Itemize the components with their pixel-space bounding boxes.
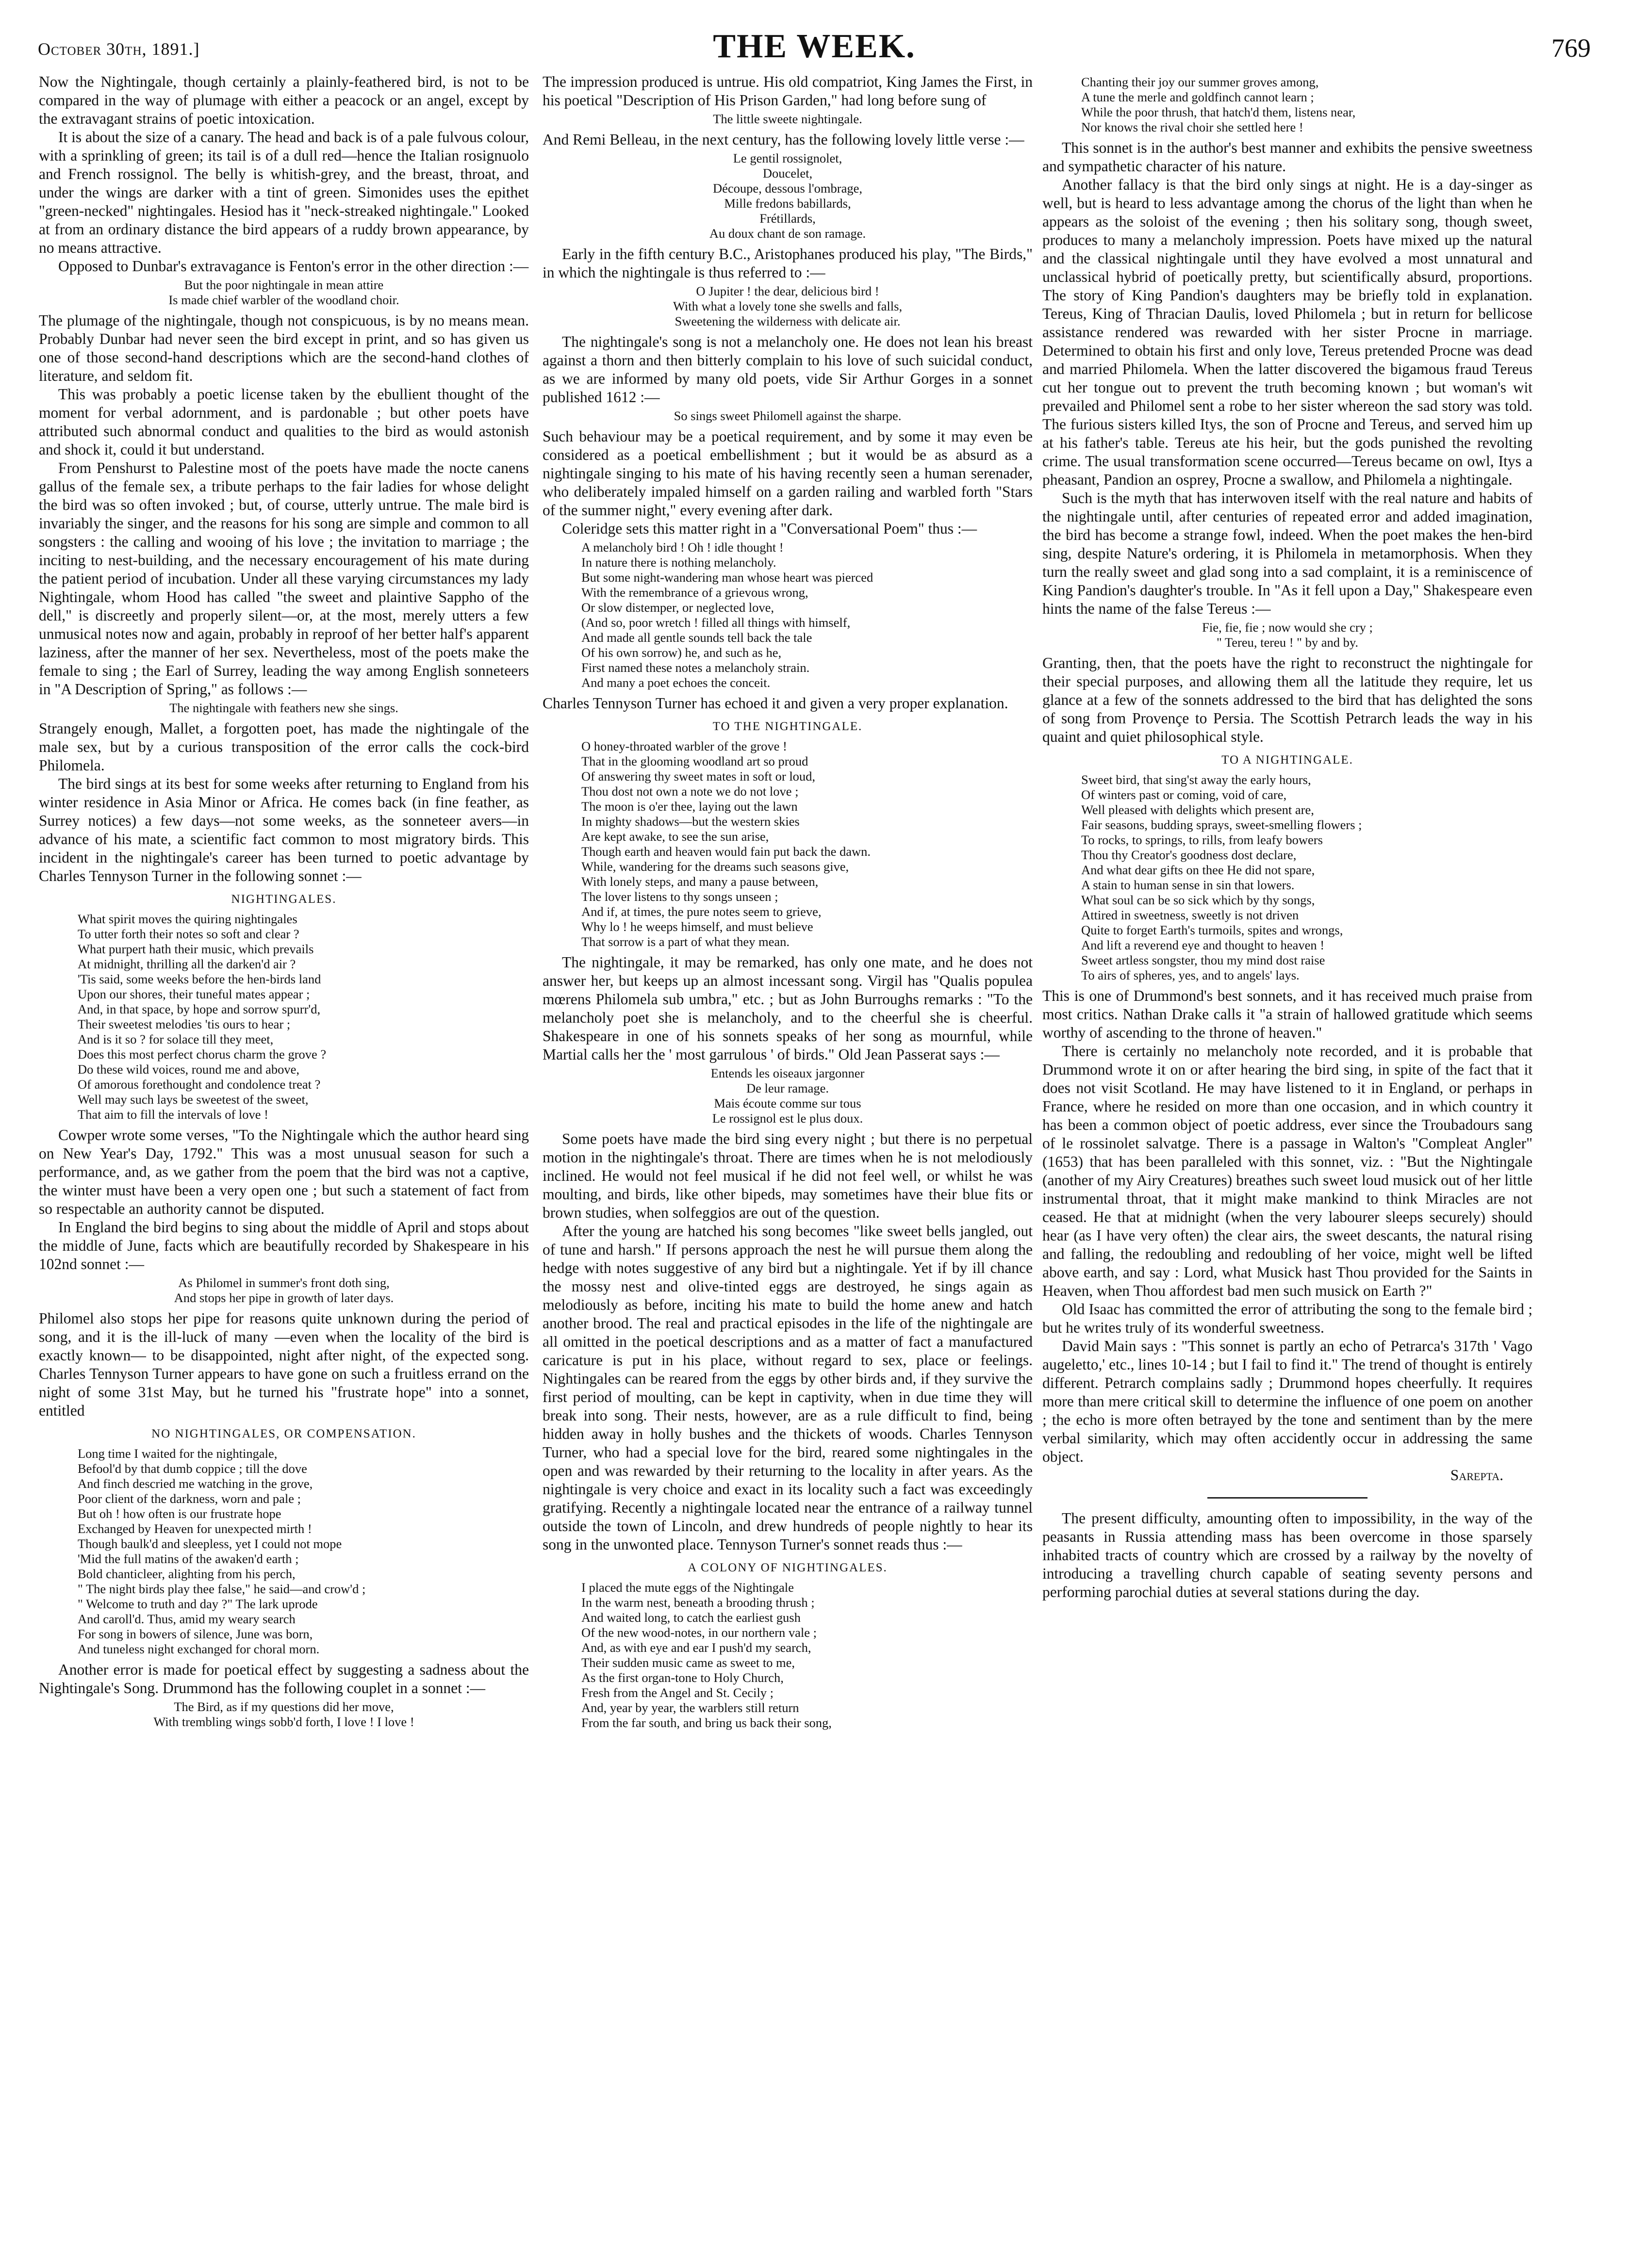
verse-line: The Bird, as if my questions did her move, [174,1699,394,1714]
verse-line: The little sweete nightingale. [713,112,862,126]
verse-line: Of his own sorrow) he, and such as he, [581,645,782,660]
verse-line: What soul can be so sick which by thy songs, [1081,893,1315,907]
paragraph: This is one of Drummond's best sonnets, and it has received much praise from most critics. Nathan Drake calls it "a strain of hallowed gratitude which seems worthy of ascending to the throne of heaven." [1042,987,1532,1041]
verse-line: At midnight, thrilling all the darken'd air ? [78,957,296,971]
verse-line: Le rossignol est le plus doux. [712,1111,863,1126]
verse-line: Sweet bird, that sing'st away the early hours, [1081,772,1311,787]
sonnet-continued [1081,75,1532,135]
poem-title: TO THE NIGHTINGALE. [712,720,863,733]
verse-line: " Welcome to truth and day ?" The lark uprode [78,1597,318,1611]
verse-line: With trembling wings sobb'd forth, I love ! I love ! [153,1714,414,1729]
paragraph: From Penshurst to Palestine most of the poets have made the nocte canens gallus of the female sex, a tribute perhaps to the fair ladies for whose delight the bird was so often invoked ; but, of course, utterly untrue. The male bird is invariably the singer, and the reasons for his song are simple and common to all songsters : the calling and wooing of his love ; the invitation to marriage ; the inciting to nest-building, and the necessary encouragement of his mate during the patient period of incubation. Under all these varying circumstances my lady Nightingale, whom Hood has called "the sweet and plaintive Sappho of the dell," is discreetly and properly silent—or, at the most, merely utters a few unmusical notes now and again, probably in reproof of her better half's apparent laziness, after the manner of her sex. Nevertheless, most of the poets make the female to sing ; the Earl of Surrey, leading the way among English sonneteers in "A Description of Spring," as follows :— [39,459,529,698]
column-3 [1042,73,1532,2241]
poem-title: TO A NIGHTINGALE. [1221,753,1353,767]
paragraph: Philomel also stops her pipe for reasons quite unknown during the period of song, and it is the ill-luck of many —even when the locality of the bird is exactly known— to be disappointed, night after night, of the expected song. Charles Tennyson Turner appears to have gone on such a fruitless errand on the night of some 31st May, but he turned his "frustrate hope" into a sonnet, entitled [39,1310,529,1419]
verse-line: Is made chief warbler of the woodland choir. [168,293,399,307]
verse-line: Upon our shores, their tuneful mates appear ; [78,987,310,1001]
paragraph: Such is the myth that has interwoven itself with the real nature and habits of the nightingale until, after centuries of repeated error and added imagination, the bird has become a strange fowl, indeed. When the poet makes the hen-bird sing, despite Nature's ordering, it is Philomela in metamorphosis. When they turn the really sweet and glad song into a sad complaint, it is a reminiscence of King Pandion's daughter's trouble. In "As it fell upon a Day," Shakespeare even hints the name of the false Tereus :— [1042,489,1532,617]
verse-line: But the poor nightingale in mean attire [184,277,384,292]
verse-line: While, wandering for the dreams such seasons give, [581,859,849,874]
verse-quote [39,1699,529,1730]
verse-line: Fair seasons, budding sprays, sweet-smelling flowers ; [1081,817,1362,832]
verse-line: And what dear gifts on thee He did not spare, [1081,863,1315,877]
paragraph: Charles Tennyson Turner has echoed it and given a very proper explanation. [543,695,1008,712]
paragraph: Strangely enough, Mallet, a forgotten poet, has made the nightingale of the male sex, but by a curious transposition of the error calls the cock-bird Philomela. [39,720,529,774]
author-signature: Sarepta. [1450,1467,1503,1484]
verse-line: Exchanged by Heaven for unexpected mirth ! [78,1521,312,1536]
verse-line: (And so, poor wretch ! filled all things with himself, [581,615,851,630]
verse-line: De leur ramage. [746,1081,829,1095]
verse-line: Well pleased with delights which present are, [1081,802,1314,817]
verse-line: And lift a reverend eye and thought to heaven ! [1081,938,1325,952]
verse-line: Poor client of the darkness, worn and pale ; [78,1491,301,1506]
column-2 [543,73,1033,2241]
verse-quote [543,408,1033,424]
verse-quote [543,151,1033,241]
page-number: 769 [1551,33,1591,63]
verse-line: Are kept awake, to see the sun arise, [581,829,769,844]
verse-line: Well may such lays be sweetest of the sweet, [78,1092,309,1107]
verse-line: Their sudden music came as sweet to me, [581,1655,795,1670]
verse-line: To airs of spheres, yes, and to angels' lays. [1081,968,1300,982]
verse-line: " The night birds play thee false," he said—and crow'd ; [78,1582,366,1596]
verse-line: Fresh from the Angel and St. Cecily ; [581,1685,774,1700]
verse-line: Bold chanticleer, alighting from his perch, [78,1566,296,1581]
paragraph: It is about the size of a canary. The head and back is of a pale fulvous colour, with a sprinkling of green; its tail is of a dull red—hence the Italian rosignuolo and French rossignol. The belly is whitish-grey, and the breast, throat, and under the wings are darker with a tint of green. Simonides uses the epithet "green-necked" nightingales. Hesiod has it "neck-streaked nightingale." Looked at from an ordinary distance the bird appears of a ruddy brown appearance, by no means attractive. [39,129,529,256]
verse-line: Their sweetest melodies 'tis ours to hear ; [78,1017,291,1031]
paragraph: The nightingale's song is not a melancholy one. He does not lean his breast against a thorn and then bitterly complain to his love of such suicidal conduct, as we are informed by many old poets, vide Sir Arthur Gorges in a sonnet published 1612 :— [543,333,1033,406]
verse-line: Though baulk'd and sleepless, yet I could not mope [78,1536,342,1551]
paragraph: After the young are hatched his song becomes "like sweet bells jangled, out of tune and harsh." If persons approach the nest he will pursue them along the hedge with notes suggestive of any bird but a nightingale. Yet if by ill chance the mossy nest and olive-tinted eggs are destroyed, he sings again as melodiously as before, inciting his mate to build the home anew and hatch another brood. The real and practical episodes in the life of the nightingale are all omitted in the poetical descriptions and as a matter of fact a manufactured caricature is put in his place, without regard to sex, place or feelings. Nightingales can be reared from the eggs by other birds and, if they survive the first period of moulting, can be kept in captivity, when in due time they will break into song. Their nests, however, are as a rule difficult to find, being hidden away in holly bushes and the thickets of woods. Charles Tennyson Turner, who had a special love for the bird, reared some nightingales in the open and was rewarded by their returning to the locality in after years. As the nightingale is very choice and exact in its locality such a fact was exceedingly gratifying. Recently a nightingale located near the entrance of a railway tunnel outside the town of Lincoln, and drew hundreds of people nightly to hear its song in the unwonted place. Tennyson Turner's sonnet reads thus :— [543,1223,1033,1553]
verse-line: And stops her pipe in growth of later days. [174,1290,394,1305]
masthead-title: THE WEEK. [713,28,916,65]
paragraph: Opposed to Dunbar's extravagance is Fenton's error in the other direction :— [58,258,529,275]
verse-line: That aim to fill the intervals of love ! [78,1107,268,1122]
paragraph: Such behaviour may be a poetical requirement, and by some it may even be considered as a poetical embellishment ; but it would be as absurd as a nightingale singing to his mate of his having recently seen a human serenader, who deliberately impaled himself on a garden railing and warbled forth "Stars of the summer night," every evening after dark. [543,428,1033,519]
poem-title: A COLONY OF NIGHTINGALES. [688,1561,888,1574]
verse-line: And, year by year, the warblers still return [581,1700,799,1715]
verse-line: But some night-wandering man whose heart was pierced [581,570,873,585]
verse-line: And finch descried me watching in the grove, [78,1476,313,1491]
sonnet [581,739,1033,949]
verse-line: For song in bowers of silence, June was born, [78,1627,313,1641]
verse-line: While the poor thrush, that hatch'd them, listens near, [1081,105,1356,119]
verse-line: O Jupiter ! the dear, delicious bird ! [696,284,879,298]
verse-line: Attired in sweetness, sweetly is not driven [1081,908,1299,922]
verse-line: To utter forth their notes so soft and clear ? [78,927,299,941]
verse-line: Befool'd by that dumb coppice ; till the dove [78,1461,307,1476]
verse-line: And if, at times, the pure notes seem to grieve, [581,904,822,919]
paragraph: Old Isaac has committed the error of attributing the song to the female bird ; but he writes truly of its wonderful sweetness. [1042,1301,1532,1336]
verse-line: In mighty shadows—but the western skies [581,814,800,829]
verse-quote [543,1066,1033,1126]
verse-line: Does this most perfect chorus charm the grove ? [78,1047,327,1061]
sonnet [1081,772,1532,983]
verse-line: Mais écoute comme sur tous [714,1096,861,1110]
verse-line: Chanting their joy our summer groves among, [1081,75,1319,89]
verse-line: 'Mid the full matins of the awaken'd earth ; [78,1551,299,1566]
paragraph: In England the bird begins to sing about the middle of April and stops about the middle of June, facts which are beautifully recorded by Shakespeare in his 102nd sonnet :— [39,1219,529,1273]
paragraph: There is certainly no melancholy note recorded, and it is probable that Drummond wrote it on or after hearing the bird sing, in spite of the fact that it does not visit Scotland. He may have listened to it in England, or perhaps in France, where he resided on more than one occasion, and in which country it has been a common object of poetic address, ever since the Troubadours sang of le rossinolet salvatge. There is a passage in Walton's "Compleat Angler" (1653) that has been paralleled with this sonnet, viz. : "But the Nightingale (another of my Airy Creatures) breathes such sweet loud musick out of her little instrumental throat, that it might make mankind to think Miracles are not ceased. He that at midnight (when the very labourer sleeps securely) should hear (as I have very often) the clear airs, the sweet descants, the natural rising and falling, the redoubling and redoubling of her voice, might well be lifted above earth, and say : Lord, what Musick hast Thou provided for the Saints in Heaven, when Thou affordest bad men such musick on Earth ?" [1042,1043,1532,1299]
verse-quote [39,701,529,716]
verse-line: Or slow distemper, or neglected love, [581,600,774,615]
verse-quote [543,284,1033,329]
verse-line: Frétillards, [759,211,816,226]
verse-line: Do these wild voices, round me and above, [78,1062,300,1077]
page-header [38,24,1591,78]
paragraph: This was probably a poetic license taken by the ebullient thought of the moment for verbal adornment, and is pardonable ; but other poets have attributed such abnormal conduct and qualities to the bird as would astonish and shock it, could it but understand. [39,386,529,458]
sonnet [581,1580,1033,1730]
verse-line: In the warm nest, beneath a brooding thrush ; [581,1595,815,1610]
paragraph: Another fallacy is that the bird only sings at night. He is a day-singer as well, but is heard to less advantage among the chorus of the light than when he appears as the soloist of the evening ; then his solitary song, though sweet, produces to many a melancholy impression. Poets have mixed up the natural and the classical nightingale until they have evolved a most unnatural and unclassical hybrid of poetically pretty, but scientifically absurd, proportions. The story of King Pandion's daughters may be briefly told in explanation. Tereus, King of Thracian Daulis, loved Philomela ; but in return for bellicose assistance rendered was rewarded with her sister Procne in marriage. Determined to obtain his first and only love, Tereus pretended Procne was dead and married Philomela. When the latter discovered the bigamous fraud Tereus cut her tongue out to prevent the truth becoming known ; but woman's wit prevailed and Philomel sent a robe to her sister whereon the sad story was told. The furious sisters killed Itys, the son of Procne and Tereus, and served him up at his father's table. Tereus ate his heir, but the gods punished the revolting crime. The usual transformation scene occurred—Tereus became on owl, Itys a pheasant, Pandion an osprey, Procne a swallow, and Philomela a nightingale. [1042,176,1532,488]
section-divider [1207,1497,1367,1499]
paragraph: The plumage of the nightingale, though not conspicuous, is by no means mean. Probably Dunbar had never seen the bird except in print, and so has given us one of those second-hand descriptions which are the second-hand clothes of literature, and seldom fit. [39,312,529,384]
verse-line: Of winters past or coming, void of care, [1081,787,1287,802]
verse-quote [1042,620,1532,650]
verse-line: As Philomel in summer's front doth sing, [178,1275,390,1290]
verse-line: Doucelet, [762,166,813,180]
verse-line: 'Tis said, some weeks before the hen-birds land [78,972,321,986]
verse-line: And waited long, to catch the earliest gush [581,1610,801,1625]
verse-line: And, in that space, by hope and sorrow spurr'd, [78,1002,321,1016]
column-1 [39,73,529,2241]
paragraph: The present difficulty, amounting often to impossibility, in the way of the peasants in Russia attending mass has been overcome in those sparsely inhabited tracts of country which are crossed by a railway by the novelty of introducing a travelling church capable of seating seventy persons and performing parochial duties at several stations during the day. [1042,1510,1532,1600]
verse-line: To rocks, to springs, to rills, from leafy bowers [1081,832,1323,847]
paragraph: Cowper wrote some verses, "To the Nightingale which the author heard sing on New Year's Day, 1792." This was a most unusual season for such a performance, and, as we gather from the poem that the bird was not a captive, the winter must have been a very open one ; but such a statement of fact from so respectable an authority cannot be disputed. [39,1126,529,1217]
verse-line: Découpe, dessous l'ombrage, [713,181,862,196]
verse-line: That sorrow is a part of what they mean. [581,934,790,949]
verse-line: A melancholy bird ! Oh ! idle thought ! [581,540,784,555]
verse-line: Mille fredons babillards, [724,196,851,211]
paragraph: The impression produced is untrue. His old compatriot, King James the First, in his poetical "Description of His Prison Garden," had long before sung of [543,73,1033,109]
paragraph: The bird sings at its best for some weeks after returning to England from his winter residence in Asia Minor or Africa. He comes back (in fine feather, as Surrey notices) a few days—not some weeks, as the sonneteer avers—in advance of his mate, a scientific fact common to most migratory birds. This incident in the nightingale's career has been turned to poetic advantage by Charles Tennyson Turner in the following sonnet :— [39,775,529,884]
verse-line: And is it so ? for solace till they meet, [78,1032,274,1046]
verse-line: But oh ! how often is our frustrate hope [78,1506,281,1521]
verse-line: Sweetening the wilderness with delicate air. [675,314,901,328]
verse-line: And caroll'd. Thus, amid my weary search [78,1612,296,1626]
verse-line: The lover listens to thy songs unseen ; [581,889,778,904]
verse-line: " Tereu, tereu ! " by and by. [1216,635,1359,650]
verse-line: And many a poet echoes the conceit. [581,675,771,690]
verse-line: Sweet artless songster, thou my mind dost raise [1081,953,1325,967]
verse-line: Of answering thy sweet mates in soft or loud, [581,769,816,783]
verse-line: Of the new wood-notes, in our northern vale ; [581,1625,817,1640]
verse-line: A tune the merle and goldfinch cannot learn ; [1081,90,1314,104]
verse-line: Fie, fie, fie ; now would she cry ; [1202,620,1373,635]
verse-line: A stain to human sense in sin that lowers. [1081,878,1295,892]
verse-line: O honey-throated warbler of the grove ! [581,739,787,753]
verse-line: Nor knows the rival choir she settled here ! [1081,120,1303,134]
verse-quote [581,540,1033,690]
paragraph: Now the Nightingale, though certainly a plainly-feathered bird, is not to be compared in the way of plumage with either a peacock or an angel, except by the extravagant strains of poetic intoxication. [39,73,529,127]
sonnet [78,1446,529,1657]
sonnet [78,912,529,1122]
verse-line: Entends les oiseaux jargonner [710,1066,865,1080]
verse-quote [543,112,1033,127]
verse-quote [39,277,529,308]
paragraph: Granting, then, that the poets have the right to reconstruct the nightingale for their special purposes, and allowing them all the latitude they require, let us glance at a few of the sonnets addressed to the bird that has delighted the sons of song from Provençe to Persia. The Scottish Petrarch leads the way in his quaint and quiet philosophical style. [1042,654,1532,745]
verse-line: The moon is o'er thee, laying out the lawn [581,799,798,814]
poem-title: NO NIGHTINGALES, OR COMPENSATION. [151,1427,416,1440]
verse-line: The nightingale with feathers new she sings. [169,701,398,715]
paragraph: Coleridge sets this matter right in a "Conversational Poem" thus :— [562,520,977,537]
verse-line: As the first organ-tone to Holy Church, [581,1670,784,1685]
verse-line: And tuneless night exchanged for choral morn. [78,1642,320,1656]
paragraph: And Remi Belleau, in the next century, has the following lovely little verse :— [543,131,1024,148]
verse-line: In nature there is nothing melancholy. [581,555,776,570]
verse-line: That in the glooming woodland art so proud [581,754,808,768]
paragraph: Another error is made for poetical effect by suggesting a sadness about the Nightingale's Song. Drummond has the following couplet in a sonnet :— [39,1661,529,1697]
poem-title: NIGHTINGALES. [231,893,337,906]
verse-line: And, as with eye and ear I push'd my search, [581,1640,811,1655]
paragraph: Some poets have made the bird sing every night ; but there is no perpetual motion in the nightingale's throat. There are times when he is not melodiously inclined. He would not feel musical if he did not feel well, or whilst he was moulting, and birds, like other bipeds, may sometimes have their blue fits or brown studies, when solfeggios are out of the question. [543,1130,1033,1221]
verse-line: Au doux chant de son ramage. [709,226,866,241]
verse-line: With what a lovely tone she swells and falls, [673,299,903,313]
verse-quote [39,1275,529,1305]
verse-line: So sings sweet Philomell against the sharpe. [674,408,902,423]
verse-line: Of amorous forethought and condolence treat ? [78,1077,321,1092]
verse-line: Though earth and heaven would fain put back the dawn. [581,844,871,859]
verse-line: First named these notes a melancholy strain. [581,660,810,675]
verse-line: What purpert hath their music, which prevails [78,942,314,956]
verse-line: And made all gentle sounds tell back the tale [581,630,812,645]
verse-line: With the remembrance of a grievous wrong, [581,585,808,600]
paragraph: David Main says : "This sonnet is partly an echo of Petrarca's 317th ' Vago augeletto,' etc., lines 10-14 ; but I fail to find it." The trend of thought is entirely different. Petrarch complains sadly ; Drummond hopes cheerfully. It requires more than mere critical skill to determine the influence of one poem on another ; the echo is more often betrayed by the tone and sentiment than by the mere verbal similarity, which may often accidently occur in addressing the same object. [1042,1338,1532,1465]
verse-line: From the far south, and bring us back their song, [581,1715,832,1730]
verse-line: Why lo ! he weeps himself, and must believe [581,919,813,934]
verse-line: What spirit moves the quiring nightingales [78,912,297,926]
verse-line: Thou dost not own a note we do not love ; [581,784,799,799]
verse-line: Le gentil rossignolet, [733,151,842,165]
verse-line: Quite to forget Earth's turmoils, spites and wrongs, [1081,923,1343,937]
paragraph: The nightingale, it may be remarked, has only one mate, and he does not answer her, but keeps up an almost incessant song. Virgil has "Qualis populea mœrens Philomela sub umbra," etc. ; but as John Burroughs remarks : "To the melancholy poet she is melancholy, and to the cheerful she is cheerful. Shakespeare in one of his sonnets speaks of her song as mournful, while Martial calls her the ' most garrulous ' of birds." Old Jean Passerat says :— [543,954,1033,1063]
verse-line: With lonely steps, and many a pause between, [581,874,819,889]
paragraph: This sonnet is in the author's best manner and exhibits the pensive sweetness and sympathetic character of his nature. [1042,139,1532,175]
verse-line: Long time I waited for the nightingale, [78,1446,278,1461]
paragraph: Early in the fifth century B.C., Aristophanes produced his play, "The Birds," in which the nightingale is thus referred to :— [543,245,1033,281]
issue-date: October 30th, 1891.] [38,39,200,59]
verse-line: Thou thy Creator's goodness dost declare, [1081,848,1297,862]
verse-line: I placed the mute eggs of the Nightingale [581,1580,794,1595]
